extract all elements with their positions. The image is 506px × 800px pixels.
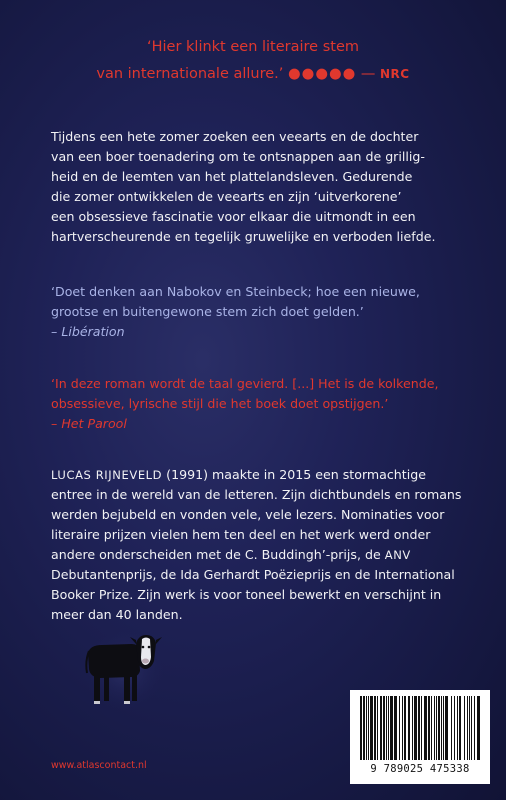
bio-line	[51, 545, 471, 565]
barcode-bar	[366, 696, 367, 760]
review-quote-liberation	[51, 282, 471, 342]
quote-line: ‘Doet denken aan Nabokov en Steinbeck; hoe een nieuwe,	[51, 284, 420, 299]
barcode-bar	[394, 696, 397, 760]
author-name: LUCAS RIJNEVELD	[51, 468, 163, 482]
barcode-bar	[408, 696, 410, 760]
barcode-bar	[459, 696, 461, 760]
barcode-bar	[418, 696, 420, 760]
barcode-bar	[399, 696, 400, 760]
anv-abbreviation: ANV	[384, 548, 411, 562]
synopsis-line: van een boer toenadering om te ontsnappen aan de grillig-	[51, 149, 425, 164]
quote-source-parool: Het Parool	[61, 416, 127, 431]
bio-line: meer dan 40 landen.	[51, 607, 183, 622]
barcode-bar	[380, 696, 382, 760]
bio-line	[51, 465, 471, 485]
barcode-bar	[424, 696, 427, 760]
barcode-bar	[360, 696, 362, 760]
quote-dash: —	[360, 66, 376, 82]
barcode-bar	[363, 696, 365, 760]
bio-line: Debutantenprijs, de Ida Gerhardt Poëzieprijs en de International	[51, 567, 455, 582]
bio-line: literaire prijzen vielen hem ten deel en het werk werd onder	[51, 527, 431, 542]
barcode-bar	[477, 696, 480, 760]
barcode-bar	[412, 696, 413, 760]
bio-line: Booker Prize. Zijn werk is voor toneel bewerkt en verschijnt in	[51, 587, 442, 602]
barcode-bar	[451, 696, 452, 760]
bio-line: entree in de wereld van de letteren. Zijn dichtbundels en romans	[51, 487, 462, 502]
author-bio	[51, 465, 471, 625]
barcode-bar	[390, 696, 393, 760]
barcode-bar	[457, 696, 458, 760]
barcode-bar	[467, 696, 468, 760]
barcode-bar	[414, 696, 417, 760]
barcode-bar	[377, 696, 378, 760]
quote-line: ‘In deze roman wordt de taal gevierd. [...] Het is de kolkende,	[51, 376, 439, 391]
quote-line: grootse en buitengewone stem zich doet gelden.’	[51, 304, 364, 319]
barcode-bar	[402, 696, 403, 760]
synopsis-line: hartverscheurende en tegelijk gruwelijke en verboden liefde.	[51, 229, 436, 244]
barcode-bar	[443, 696, 444, 760]
synopsis-line: heid en de leemten van het plattelandsleven. Gedurende	[51, 169, 413, 184]
quote-source-line	[51, 414, 481, 434]
barcode-bar	[431, 696, 432, 760]
barcode-bar	[428, 696, 430, 760]
bio-text: (1991) maakte in 2015 een stormachtige	[162, 467, 426, 482]
barcode-bar	[404, 696, 406, 760]
bio-text: andere onderscheiden met de C. Buddingh’-prijs, de	[51, 547, 385, 562]
synopsis-line: een obsessieve fascinatie voor elkaar die uitmondt in een	[51, 209, 416, 224]
isbn-barcode	[350, 690, 490, 784]
barcode-bar	[434, 696, 435, 760]
barcode-bar	[454, 696, 455, 760]
barcode-bar	[370, 696, 373, 760]
barcode-bar	[474, 696, 475, 760]
barcode-bar	[374, 696, 376, 760]
barcode-bar	[368, 696, 369, 760]
barcode-bar	[438, 696, 440, 760]
synopsis-line: Tijdens een hete zomer zoeken een veearts en de dochter	[51, 129, 419, 144]
synopsis-line: die zomer ontwikkelen de veearts en zijn ‘uitverkorene’	[51, 189, 402, 204]
publisher-website[interactable]: www.atlascontact.nl	[51, 760, 147, 771]
isbn-number: 9 789025 475338	[370, 763, 470, 775]
barcode-bar	[388, 696, 389, 760]
barcode-bar	[469, 696, 470, 760]
top-quote-line-2	[0, 61, 506, 88]
quote-source-nrc: NRC	[380, 67, 410, 81]
barcode-bar	[421, 696, 422, 760]
top-quote-text: van internationale allure.’	[96, 66, 284, 82]
quote-dash: –	[51, 324, 62, 339]
review-quote-parool	[51, 374, 481, 434]
top-review-quote	[0, 34, 506, 88]
barcode-bar	[464, 696, 465, 760]
barcode-bars	[358, 696, 482, 762]
synopsis-paragraph	[51, 127, 471, 247]
quote-line: obsessieve, lyrische stijl die het boek doet opstijgen.’	[51, 396, 389, 411]
top-quote-line-1: ‘Hier klinkt een literaire stem	[146, 39, 359, 55]
quote-source-line	[51, 322, 471, 342]
rating-dots: ●●●●●	[288, 66, 357, 82]
barcode-bar	[383, 696, 385, 760]
bio-line: werden bejubeld en vonden vele, vele lezers. Nominaties voor	[51, 507, 445, 522]
barcode-bar	[471, 696, 472, 760]
quote-dash: –	[51, 416, 62, 431]
barcode-bar	[441, 696, 442, 760]
barcode-bar	[445, 696, 448, 760]
barcode-bar	[436, 696, 437, 760]
quote-source-liberation: Libération	[61, 324, 125, 339]
barcode-bar	[386, 696, 387, 760]
cow-illustration	[84, 625, 164, 710]
